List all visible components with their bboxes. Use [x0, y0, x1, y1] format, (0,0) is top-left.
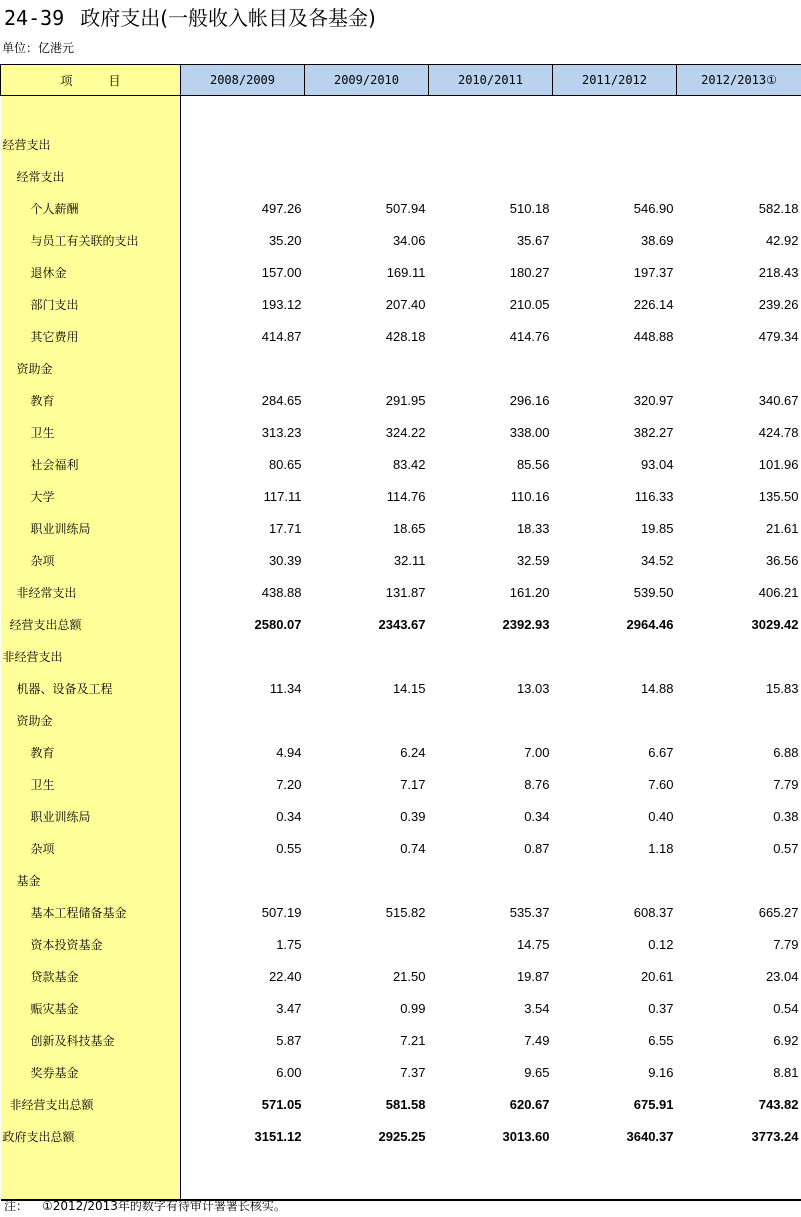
value-cell: 0.40 [648, 808, 674, 824]
row-label: 职业训练局 [1, 800, 181, 832]
value-cell: 35.67 [516, 232, 550, 248]
table-row [1, 736, 801, 768]
table-title [4, 4, 376, 32]
table-row [1, 960, 801, 992]
value-cell: 284.65 [261, 392, 302, 408]
value-cell: 21.61 [765, 520, 799, 536]
value-cell [305, 704, 429, 736]
value-cell: 448.88 [633, 328, 674, 344]
row-label: 杂项 [1, 544, 181, 576]
value-cell: 582.18 [758, 200, 799, 216]
table-row [1, 864, 801, 896]
value-cell [305, 160, 429, 192]
value-cell: 581.58 [385, 1096, 426, 1112]
value-cell [677, 640, 801, 672]
value-cell: 340.67 [758, 392, 799, 408]
table-row [1, 768, 801, 800]
value-cell: 6.88 [773, 744, 799, 760]
value-cell: 38.69 [640, 232, 674, 248]
row-label: 经常支出 [1, 160, 181, 192]
value-cell: 313.23 [261, 424, 302, 440]
value-cell: 207.40 [385, 296, 426, 312]
value-cell [677, 864, 801, 896]
table-bottom-spacer [1, 1152, 801, 1200]
value-cell: 0.55 [276, 840, 302, 856]
value-cell: 9.65 [524, 1064, 550, 1080]
table-row [1, 416, 801, 448]
row-label: 教育 [1, 384, 181, 416]
value-cell: 338.00 [509, 424, 550, 440]
value-cell: 3773.24 [751, 1128, 799, 1144]
value-cell: 0.34 [524, 808, 550, 824]
value-cell: 93.04 [640, 456, 674, 472]
table-row [1, 352, 801, 384]
table-row [1, 1024, 801, 1056]
value-cell: 497.26 [261, 200, 302, 216]
value-cell [305, 128, 429, 160]
row-label: 创新及科技基金 [1, 1024, 181, 1056]
table-row [1, 192, 801, 224]
row-label: 社会福利 [1, 448, 181, 480]
row-label: 资本投资基金 [1, 928, 181, 960]
value-cell: 571.05 [261, 1096, 302, 1112]
value-cell: 36.56 [765, 552, 799, 568]
value-cell: 0.12 [648, 936, 674, 952]
value-cell: 193.12 [261, 296, 302, 312]
value-cell: 9.16 [648, 1064, 674, 1080]
value-cell: 608.37 [633, 904, 674, 920]
row-label: 非经营支出 [1, 640, 181, 672]
row-label: 贷款基金 [1, 960, 181, 992]
value-cell: 535.37 [509, 904, 550, 920]
value-cell: 7.49 [524, 1032, 550, 1048]
table-row [1, 800, 801, 832]
value-cell: 34.06 [392, 232, 426, 248]
footnote [4, 1198, 286, 1214]
value-cell: 18.65 [392, 520, 426, 536]
value-cell: 7.00 [524, 744, 550, 760]
value-cell: 42.92 [765, 232, 799, 248]
value-cell: 7.17 [400, 776, 426, 792]
table-row [1, 160, 801, 192]
row-label: 基金 [1, 864, 181, 896]
value-cell: 17.71 [268, 520, 302, 536]
year-header: 2010/2011 [429, 65, 553, 96]
table-row [1, 480, 801, 512]
value-cell: 7.79 [773, 776, 799, 792]
row-label: 职业训练局 [1, 512, 181, 544]
value-cell: 80.65 [268, 456, 302, 472]
table-code: 24-39 [4, 6, 65, 30]
value-cell [181, 352, 305, 384]
value-cell: 1.75 [276, 936, 302, 952]
row-label: 与员工有关联的支出 [1, 224, 181, 256]
value-cell: 0.57 [773, 840, 799, 856]
table-row [1, 928, 801, 960]
value-cell: 13.03 [516, 680, 550, 696]
value-cell: 324.22 [385, 424, 426, 440]
row-label: 经营支出 [1, 128, 181, 160]
value-cell: 35.20 [268, 232, 302, 248]
row-label: 部门支出 [1, 288, 181, 320]
value-cell [553, 352, 677, 384]
value-cell: 0.54 [773, 1000, 799, 1016]
value-cell: 2964.46 [626, 616, 674, 632]
value-cell: 3151.12 [254, 1128, 302, 1144]
value-cell: 3029.42 [751, 616, 799, 632]
value-cell: 743.82 [758, 1096, 799, 1112]
table-row [1, 992, 801, 1024]
value-cell: 218.43 [758, 264, 799, 280]
table-row [1, 1120, 801, 1152]
value-cell: 320.97 [633, 392, 674, 408]
value-cell: 507.94 [385, 200, 426, 216]
value-cell [553, 704, 677, 736]
value-cell: 3013.60 [502, 1128, 550, 1144]
row-label: 其它费用 [1, 320, 181, 352]
row-label: 非经常支出 [1, 576, 181, 608]
value-cell: 6.55 [648, 1032, 674, 1048]
value-cell: 2343.67 [378, 616, 426, 632]
value-cell: 135.50 [758, 488, 799, 504]
table-row [1, 896, 801, 928]
value-cell: 7.60 [648, 776, 674, 792]
value-cell [305, 928, 429, 960]
value-cell: 0.99 [400, 1000, 426, 1016]
value-cell [429, 128, 553, 160]
row-label: 经营支出总额 [1, 608, 181, 640]
value-cell: 180.27 [509, 264, 550, 280]
header-row [1, 65, 801, 96]
table-row [1, 1088, 801, 1120]
value-cell: 291.95 [385, 392, 426, 408]
table-row [1, 544, 801, 576]
value-cell: 161.20 [509, 584, 550, 600]
value-cell: 2392.93 [502, 616, 550, 632]
table-row [1, 128, 801, 160]
value-cell: 3.54 [524, 1000, 550, 1016]
table-row [1, 288, 801, 320]
value-cell: 14.88 [640, 680, 674, 696]
value-cell: 101.96 [758, 456, 799, 472]
value-cell: 131.87 [385, 584, 426, 600]
value-cell: 7.21 [400, 1032, 426, 1048]
value-cell: 7.37 [400, 1064, 426, 1080]
table-row [1, 224, 801, 256]
table-row [1, 1056, 801, 1088]
value-cell [677, 160, 801, 192]
value-cell: 0.34 [276, 808, 302, 824]
value-cell: 539.50 [633, 584, 674, 600]
value-cell: 34.52 [640, 552, 674, 568]
value-cell: 169.11 [386, 264, 426, 280]
value-cell: 32.59 [516, 552, 550, 568]
value-cell: 6.92 [773, 1032, 799, 1048]
table-row [1, 320, 801, 352]
value-cell: 19.87 [516, 968, 550, 984]
value-cell: 2580.07 [254, 616, 302, 632]
value-cell: 0.87 [524, 840, 550, 856]
value-cell: 239.26 [758, 296, 799, 312]
value-cell: 210.05 [509, 296, 550, 312]
value-cell: 438.88 [261, 584, 302, 600]
row-label: 资助金 [1, 352, 181, 384]
value-cell: 11.34 [269, 680, 302, 696]
value-cell [677, 704, 801, 736]
table-title-text: 政府支出(一般收入帐目及各基金) [80, 6, 376, 30]
row-label: 非经营支出总额 [1, 1088, 181, 1120]
row-label: 基本工程储备基金 [1, 896, 181, 928]
value-cell: 0.37 [648, 1000, 674, 1016]
value-cell [305, 352, 429, 384]
table-row [1, 448, 801, 480]
value-cell: 19.85 [640, 520, 674, 536]
value-cell: 21.50 [392, 968, 426, 984]
value-cell: 510.18 [509, 200, 550, 216]
value-cell: 414.87 [261, 328, 302, 344]
value-cell: 18.33 [516, 520, 550, 536]
table-row [1, 256, 801, 288]
value-cell: 15.83 [765, 680, 799, 696]
year-header: 2011/2012 [553, 65, 677, 96]
value-cell: 85.56 [516, 456, 550, 472]
value-cell: 5.87 [276, 1032, 302, 1048]
value-cell [181, 160, 305, 192]
table-row [1, 672, 801, 704]
row-label: 个人薪酬 [1, 192, 181, 224]
value-cell: 6.00 [276, 1064, 302, 1080]
value-cell [553, 864, 677, 896]
value-cell: 1.18 [648, 840, 674, 856]
table-row [1, 608, 801, 640]
value-cell [677, 128, 801, 160]
value-cell [181, 128, 305, 160]
value-cell: 7.79 [773, 936, 799, 952]
table-row [1, 832, 801, 864]
value-cell: 14.75 [516, 936, 550, 952]
row-label: 卫生 [1, 416, 181, 448]
value-cell: 675.91 [633, 1096, 674, 1112]
value-cell: 114.76 [386, 488, 426, 504]
table-row [1, 512, 801, 544]
value-cell: 507.19 [261, 904, 302, 920]
value-cell: 8.81 [773, 1064, 799, 1080]
row-label: 机器、设备及工程 [1, 672, 181, 704]
value-cell [181, 640, 305, 672]
value-cell: 665.27 [758, 904, 799, 920]
value-cell [429, 864, 553, 896]
value-cell: 14.15 [392, 680, 426, 696]
table-row [1, 640, 801, 672]
value-cell: 22.40 [268, 968, 302, 984]
value-cell: 23.04 [765, 968, 799, 984]
value-cell: 8.76 [524, 776, 550, 792]
value-cell: 117.11 [263, 488, 302, 504]
value-cell: 479.34 [758, 328, 799, 344]
value-cell: 226.14 [633, 296, 674, 312]
year-header: 2009/2010 [305, 65, 429, 96]
value-cell [305, 864, 429, 896]
value-cell: 546.90 [633, 200, 674, 216]
value-cell: 296.16 [509, 392, 550, 408]
value-cell [553, 128, 677, 160]
table-row [1, 704, 801, 736]
unit-label: 单位：亿港元 [2, 41, 75, 55]
row-label: 杂项 [1, 832, 181, 864]
spacer-row [1, 96, 801, 129]
value-cell: 382.27 [633, 424, 674, 440]
value-cell [429, 640, 553, 672]
value-cell [553, 640, 677, 672]
value-cell [553, 160, 677, 192]
footnote-prefix: 注： [4, 1199, 29, 1213]
value-cell: 197.37 [633, 264, 674, 280]
value-cell: 83.42 [392, 456, 426, 472]
row-label: 政府支出总额 [1, 1120, 181, 1152]
value-cell: 515.82 [385, 904, 426, 920]
value-cell: 157.00 [261, 264, 302, 280]
value-cell: 0.39 [400, 808, 426, 824]
table-row [1, 384, 801, 416]
value-cell [429, 352, 553, 384]
value-cell: 3640.37 [626, 1128, 674, 1144]
table-row [1, 576, 801, 608]
value-cell: 7.20 [276, 776, 302, 792]
value-cell: 110.16 [510, 488, 550, 504]
value-cell: 2925.25 [378, 1128, 426, 1144]
year-header: 2012/2013① [677, 65, 801, 96]
value-cell: 30.39 [268, 552, 302, 568]
row-label: 卫生 [1, 768, 181, 800]
row-label: 奖券基金 [1, 1056, 181, 1088]
row-label: 大学 [1, 480, 181, 512]
value-cell: 0.74 [400, 840, 426, 856]
footnote-text: ①2012/2013年的数字有待审计署署长核实。 [42, 1199, 286, 1213]
expenditure-table [0, 64, 801, 1201]
value-cell: 6.24 [400, 744, 426, 760]
row-label: 教育 [1, 736, 181, 768]
value-cell: 0.38 [773, 808, 799, 824]
row-label: 赈灾基金 [1, 992, 181, 1024]
value-cell: 424.78 [758, 424, 799, 440]
value-cell [677, 352, 801, 384]
year-header: 2008/2009 [181, 65, 305, 96]
value-cell: 6.67 [648, 744, 674, 760]
value-cell: 428.18 [385, 328, 426, 344]
row-label: 退休金 [1, 256, 181, 288]
value-cell: 620.67 [509, 1096, 550, 1112]
row-label: 资助金 [1, 704, 181, 736]
value-cell [429, 704, 553, 736]
value-cell: 32.11 [393, 552, 426, 568]
value-cell: 116.33 [634, 488, 674, 504]
value-cell [429, 160, 553, 192]
item-column-header: 项 目 [1, 65, 181, 96]
value-cell [181, 704, 305, 736]
value-cell: 3.47 [276, 1000, 302, 1016]
value-cell: 20.61 [640, 968, 674, 984]
value-cell [181, 864, 305, 896]
value-cell: 406.21 [758, 584, 799, 600]
value-cell: 414.76 [509, 328, 550, 344]
value-cell: 4.94 [276, 744, 302, 760]
value-cell [305, 640, 429, 672]
